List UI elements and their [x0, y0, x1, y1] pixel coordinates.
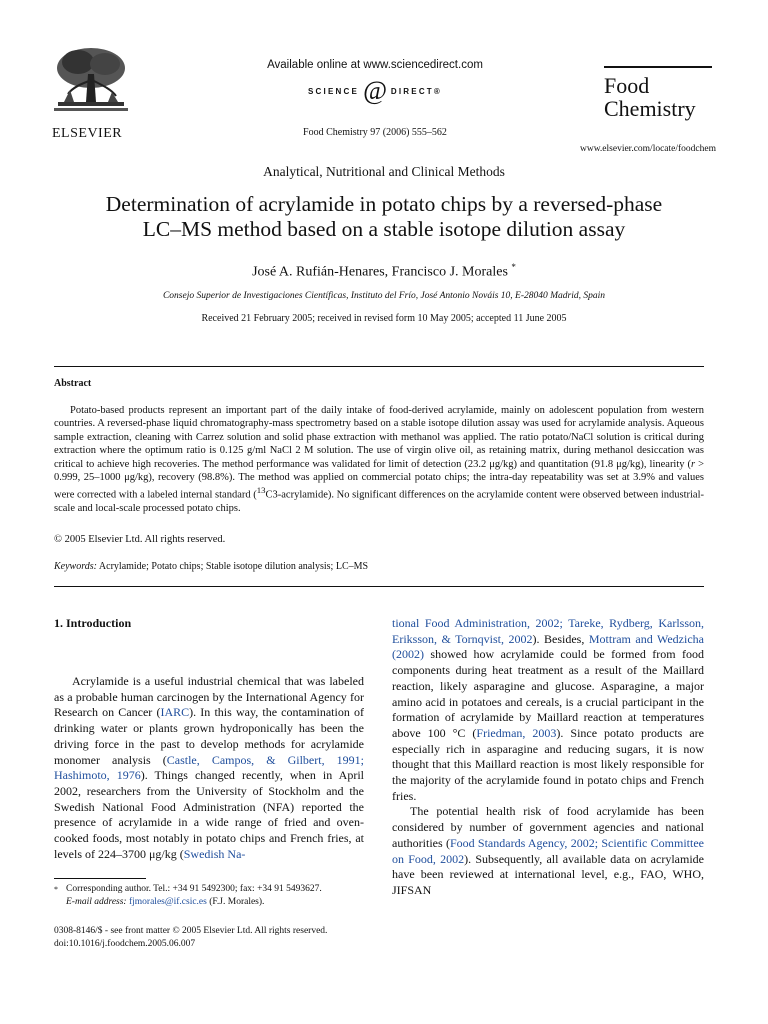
abstract-body [54, 404, 704, 516]
intro-heading: 1. Introduction [54, 616, 132, 630]
title-line1: Determination of acrylamide in potato chips by a reversed-phase [105, 192, 663, 216]
journal-title-rule [604, 66, 712, 68]
journal-title-line1: Food [604, 73, 650, 98]
ref-link-nfa-tareke[interactable]: tional Food Administration, 2002; Tareke, Rydberg, Karlsson, Eriksson, & Tornqvist, 2002 [392, 616, 704, 646]
intro-paragraph-2: The potential health risk of food acrylamide has been considered by number of government agencies and national authorities (Food Standards Agency, 2002; Scientific Committee on Food, 2002). Subsequently, all available data on acrylamide have been reviewed at international level, e.g., FAO, WHO, JIFSAN [392, 804, 704, 897]
front-matter [54, 925, 414, 951]
elsevier-tree-logo [50, 44, 132, 114]
article-section: Analytical, Nutritional and Clinical Methods [263, 164, 505, 179]
affiliation: Consejo Superior de Investigaciones Científicas, Instituto del Frío, José Antonio Nováis 10, E-28040 Madrid, Spain [162, 291, 606, 301]
issn-line: 0308-8146/$ - see front matter © 2005 Elsevier Ltd. All rights reserved. [54, 926, 328, 936]
intro-paragraph-1: Acrylamide is a useful industrial chemical that was labeled as a probable human carcinogen by the International Agency for Research on Cancer (IARC). In this way, the contamination of drinking water or plants grown hydroponically has been the driving force in the past to develop methods for acrylamide monomer analysis (Castle, Campos, & Gilbert, 1991; Hashimoto, 1976). Things changed recently, when in April 2002, researchers from the University of Stockholm and the Swedish National Food Administration (NFA) reported the presence of acrylamide in a wide range of fried and oven-cooked foods, most notably in potato chips and French fries, at levels of 224–3700 μg/kg (Swedish Na- [54, 674, 364, 861]
corresponding-author-mark[interactable]: * [511, 262, 516, 272]
journal-url[interactable]: www.elsevier.com/locate/foodchem [579, 144, 716, 154]
ref-link-swedish-nfa[interactable]: Swedish Na- [183, 846, 246, 861]
ref-link-fsa-scf[interactable]: Food Standards Agency, 2002; Scientific Committee on Food, 2002 [392, 835, 704, 866]
author-list [0, 262, 768, 281]
doi-line[interactable]: doi:10.1016/j.foodchem.2005.06.007 [54, 939, 196, 949]
sciencedirect-at-icon: @ [362, 76, 387, 105]
received-dates: Received 21 February 2005; received in revised form 10 May 2005; accepted 11 June 2005 [201, 313, 567, 324]
footnote-rule [54, 878, 146, 879]
journal-title-line2: Chemistry [604, 96, 696, 121]
intro-paragraph-1-continued: tional Food Administration, 2002; Tareke, Rydberg, Karlsson, Eriksson, & Tornqvist, 2002). Besides, Mottram and Wedzicha (2002) showed how acrylamide could be formed from food components during heat treatment as a result of the Maillard reaction, likely asparagine and glucose. Asparagine, a major amino acid in potatoes and cereals, is a crucial participant in the formation of acrylamide by Maillard reaction at temperatures above 100 °C (Friedman, 2003). Since potato products are especially rich in asparagine and reducing sugars, it is now thought that this Maillard reaction is most likely responsible for the majority of the acrylamide found in potato chips and French fries. [392, 616, 704, 803]
abstract-bottom-rule [54, 586, 704, 587]
journal-title [604, 74, 716, 120]
abstract-heading: Abstract [54, 378, 92, 389]
abstract-copyright: © 2005 Elsevier Ltd. All rights reserved. [54, 534, 226, 545]
intro-column-right [392, 616, 704, 899]
corresponding-author-footnote [54, 883, 374, 909]
intro-column-left [54, 648, 364, 862]
ref-link-mottram[interactable]: Mottram and Wedzicha (2002) [392, 631, 704, 662]
abstract-paragraph: Potato-based products represent an important part of the daily intake of food-derived acrylamide, mainly on adolescent population from western countries. A reversed-phase liquid chromatography-mass spectrometry based on a stable isotope dilution assay was used for acrylamide analysis. Aqueous sample extraction, cleaning with Carrez solution and solid phase extraction with methanol was applied. The ratio potato/NaCl solution is critical during extraction where the optimum ratio is 0.125 g/ml NaCl 2 M solution. The use of virgin olive oil, as retaining matrix, during methanol desiccation was critical to achieve high recoveries. The method performance was validated for limit of detection (23.2 μg/kg) and quantitation (91.8 μg/kg), linearity (r > 0.999, 25–1000 μg/kg), recovery (98.8%). The method was applied on commercial potato chips; the intra-day repeatability was set at 3.9% and values were corrected with a labeled internal standard ($^{13}$C3-acrylamide). No significant differences on the acrylamide content were observed between industrial-scale and local-scale processed potato chips. [54, 405, 705, 515]
publisher-name: ELSEVIER [52, 126, 123, 141]
isotope-superscript: 13 [256, 485, 266, 496]
symbol-r: r [691, 458, 696, 470]
keywords [54, 561, 368, 572]
title-line2: LC–MS method based on a stable isotope dilution assay [142, 217, 626, 241]
sciencedirect-right: DIRECT® [390, 86, 442, 96]
keywords-label: Keywords: [54, 561, 97, 572]
footnote-email: E-mail address: fjmorales@if.csic.es (F.J. Morales). [66, 897, 265, 907]
abstract-top-rule [54, 366, 704, 367]
sciencedirect-left: SCIENCE [308, 86, 359, 96]
authors-text: José A. Rufián-Henares, Francisco J. Morales [252, 264, 508, 280]
footnote-contact: * Corresponding author. Tel.: +34 91 5492300; fax: +34 91 5493627. [54, 884, 322, 894]
journal-citation: Food Chemistry 97 (2006) 555–562 [303, 127, 447, 138]
available-online-text[interactable]: Available online at www.sciencedirect.com [267, 59, 483, 71]
ref-link-iarc[interactable]: IARC [160, 705, 190, 720]
ref-link-castle-hashimoto[interactable]: Castle, Campos, & Gilbert, 1991; Hashimoto, 1976 [54, 752, 364, 783]
keywords-values: Acrylamide; Potato chips; Stable isotope dilution analysis; LC–MS [98, 561, 369, 572]
ref-link-friedman[interactable]: Friedman, 2003 [476, 725, 557, 740]
article-title [40, 192, 728, 242]
email-link[interactable]: fjmorales@if.csic.es [128, 897, 207, 907]
sciencedirect-logo[interactable] [240, 76, 510, 105]
